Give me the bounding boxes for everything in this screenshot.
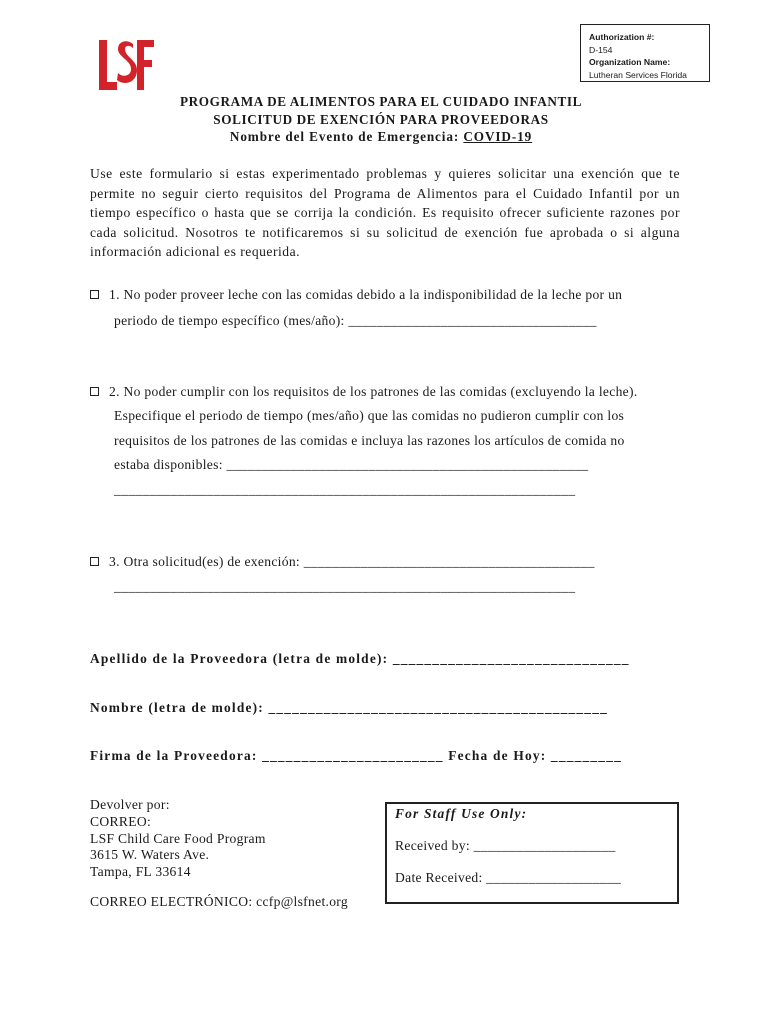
event-title [0, 129, 766, 145]
provider-first-name-field[interactable]: Nombre (letra de molde): ___________________________________________ [90, 700, 608, 715]
item-2-reasons-field[interactable]: estaba disponibles: ___________________________________________________ [114, 457, 589, 472]
address-city: Tampa, FL 33614 [90, 864, 191, 880]
authorization-value: D-154 [589, 44, 613, 55]
authorization-box [580, 24, 710, 82]
mail-label: CORREO: [90, 813, 152, 829]
return-address-block [90, 797, 266, 881]
authorization-label: Authorization #: [589, 32, 655, 42]
item-1-text: 1. No poder proveer leche con las comidas debido a la indisponibilidad de la leche por un [109, 287, 623, 302]
item-3-field-2[interactable]: _________________________________________________________________ [114, 579, 576, 594]
item-2-reasons-field-2[interactable]: _________________________________________________________________ [114, 482, 576, 497]
lsf-logo [97, 36, 155, 94]
organization-value: Lutheran Services Florida [589, 69, 687, 80]
item-1-period-field[interactable]: periodo de tiempo específico (mes/año): ___________________________________ [114, 313, 597, 328]
return-label: Devolver por: [90, 797, 170, 812]
organization-label: Organization Name: [589, 57, 671, 67]
item-3 [90, 554, 595, 570]
item-2-text-line2: Especifique el periodo de tiempo (mes/año) que las comidas no pudieron cumplir con los [114, 408, 625, 423]
item-2-text: 2. No poder cumplir con los requisitos de los patrones de las comidas (excluyendo la leche). [109, 384, 638, 399]
staff-use-title: For Staff Use Only: [395, 806, 528, 821]
item-2 [90, 384, 638, 400]
item-3-checkbox[interactable] [90, 557, 99, 566]
item-1 [90, 287, 622, 303]
item-2-checkbox[interactable] [90, 387, 99, 396]
item-3-text: 3. Otra solicitud(es) de exención: _________________________________________ [109, 554, 595, 569]
provider-last-name-field[interactable]: Apellido de la Proveedora (letra de molde): ______________________________ [90, 651, 630, 666]
item-1-checkbox[interactable] [90, 290, 99, 299]
address-org: LSF Child Care Food Program [90, 830, 266, 846]
item-2-text-line3: requisitos de los patrones de las comidas e incluya las razones los artículos de comida no [114, 433, 625, 448]
intro-paragraph: Use este formulario si estas experimentado problemas y quieres solicitar una exención que te permite no seguir cierto requisitos del Programa de Alimentos para el Cuidado Infantil por un tiempo específico o hasta que se corrija la condición. Es requisito ofrecer suficiente razones por cada solicitud. Nosotros te notificaremos si su solicitud de exención fue aprobada o si alguna información adicional es requerida. [90, 166, 680, 260]
form-title: SOLICITUD DE EXENCIÓN PARA PROVEEDORAS [213, 112, 549, 127]
event-label: Nombre del Evento de Emergencia: [229, 129, 464, 144]
event-name: COVID-19 [463, 129, 533, 144]
date-received-field[interactable]: Date Received: ___________________ [395, 870, 622, 885]
signature-date-field[interactable]: Firma de la Proveedora: _______________________ Fecha de Hoy: _________ [90, 748, 622, 763]
received-by-field[interactable]: Received by: ____________________ [395, 838, 616, 853]
return-email: CORREO ELECTRÓNICO: ccfp@lsfnet.org [90, 894, 348, 909]
program-title: PROGRAMA DE ALIMENTOS PARA EL CUIDADO INFANTIL [179, 94, 582, 109]
address-street: 3615 W. Waters Ave. [90, 847, 210, 863]
